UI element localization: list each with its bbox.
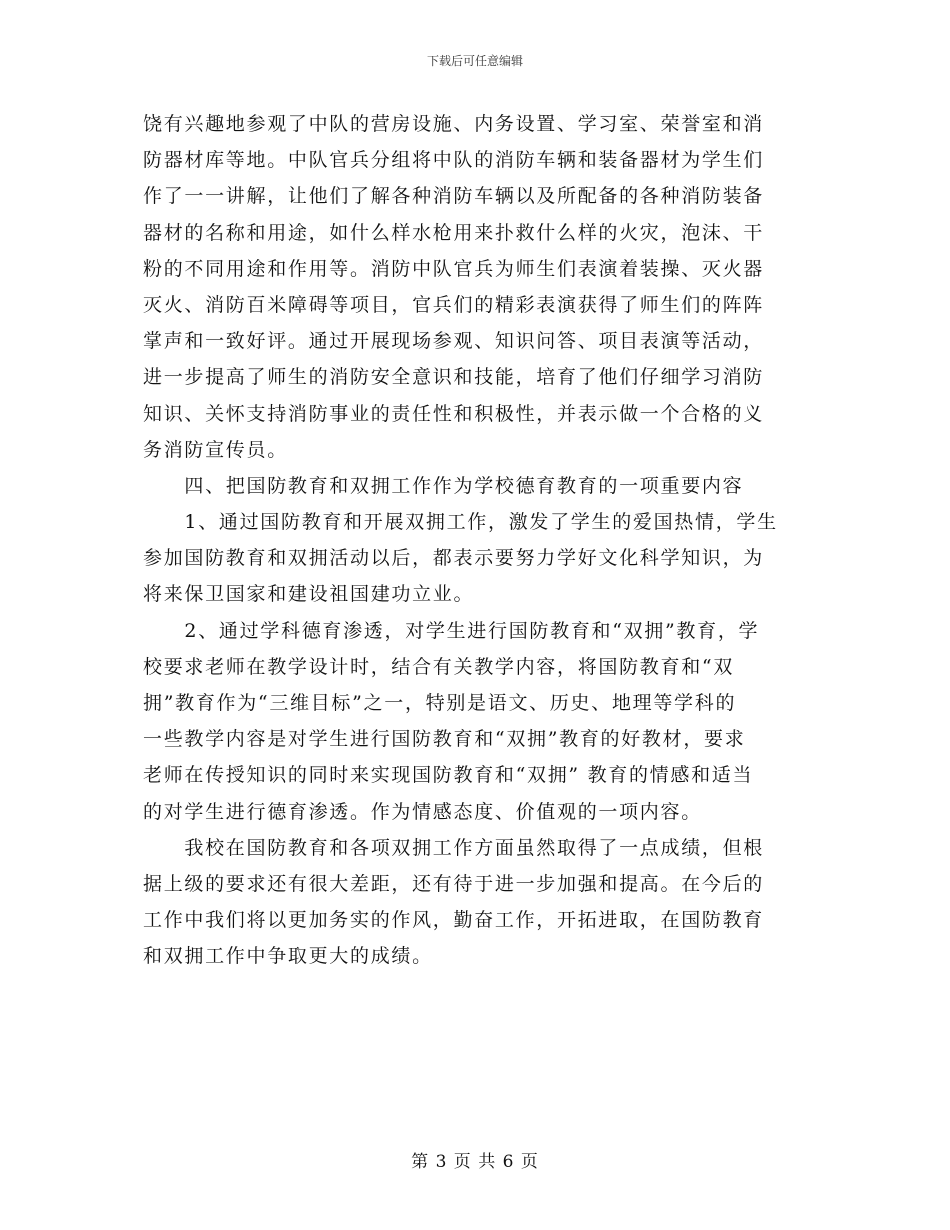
text-line: 粉的不同用途和作用等。消防中队官兵为师生们表演着装操、灭火器	[143, 257, 765, 280]
text-line: 进一步提高了师生的消防安全意识和技能，培育了他们仔细学习消防	[143, 366, 765, 389]
text-line: 参加国防教育和双拥活动以后，都表示要努力学好文化科学知识，为	[143, 547, 765, 570]
text-line: 掌声和一致好评。通过开展现场参观、知识问答、项目表演等活动，	[143, 330, 765, 353]
document-body	[143, 106, 807, 975]
text-line: 防器材库等地。中队官兵分组将中队的消防车辆和装备器材为学生们	[143, 149, 765, 172]
section-heading: 四、把国防教育和双拥工作作为学校德育教育的一项重要内容	[143, 474, 744, 497]
page-number: 第 3 页 共 6 页	[411, 1152, 539, 1172]
text-line: 1、通过国防教育和开展双拥工作，激发了学生的爱国热情，学生	[143, 511, 778, 534]
text-line: 务消防宣传员。	[143, 438, 288, 461]
text-line: 知识、关怀支持消防事业的责任性和积极性，并表示做一个合格的义	[143, 402, 765, 425]
text-line: 饶有兴趣地参观了中队的营房设施、内务设置、学习室、荣誉室和消	[143, 113, 765, 135]
text-line: 器材的名称和用途，如什么样水枪用来扑救什么样的火灾，泡沫、干	[143, 221, 765, 244]
text-line: 和双拥工作中争取更大的成绩。	[143, 945, 433, 968]
text-line: 2、通过学科德育渗透，对学生进行国防教育和“双拥”教育，学	[143, 619, 760, 642]
page-header-note: 下载后可任意编辑	[426, 54, 523, 68]
text-line: 老师在传授知识的同时来实现国防教育和“双拥” 教育的情感和适当	[143, 764, 754, 787]
text-line: 的对学生进行德育渗透。作为情感态度、价值观的一项内容。	[143, 800, 702, 823]
text-line: 一些教学内容是对学生进行国防教育和“双拥”教育的好教材，要求	[143, 728, 746, 751]
text-line: 据上级的要求还有很大差距，还有待于进一步加强和提高。在今后的	[143, 872, 765, 895]
text-line: 将来保卫国家和建设祖国建功立业。	[143, 583, 475, 606]
text-line: 作了一一讲解，让他们了解各种消防车辆以及所配备的各种消防装备	[143, 185, 765, 208]
text-line: 工作中我们将以更加务实的作风，勤奋工作，开拓进取，在国防教育	[143, 909, 765, 932]
text-line: 拥”教育作为“三维目标”之一，特别是语文、历史、地理等学科的	[143, 692, 737, 714]
text-line: 校要求老师在教学设计时，结合有关教学内容，将国防教育和“双	[143, 655, 735, 678]
text-line: 我校在国防教育和各项双拥工作方面虽然取得了一点成绩，但根	[143, 836, 765, 859]
text-line: 灭火、消防百米障碍等项目，官兵们的精彩表演获得了师生们的阵阵	[143, 293, 765, 316]
